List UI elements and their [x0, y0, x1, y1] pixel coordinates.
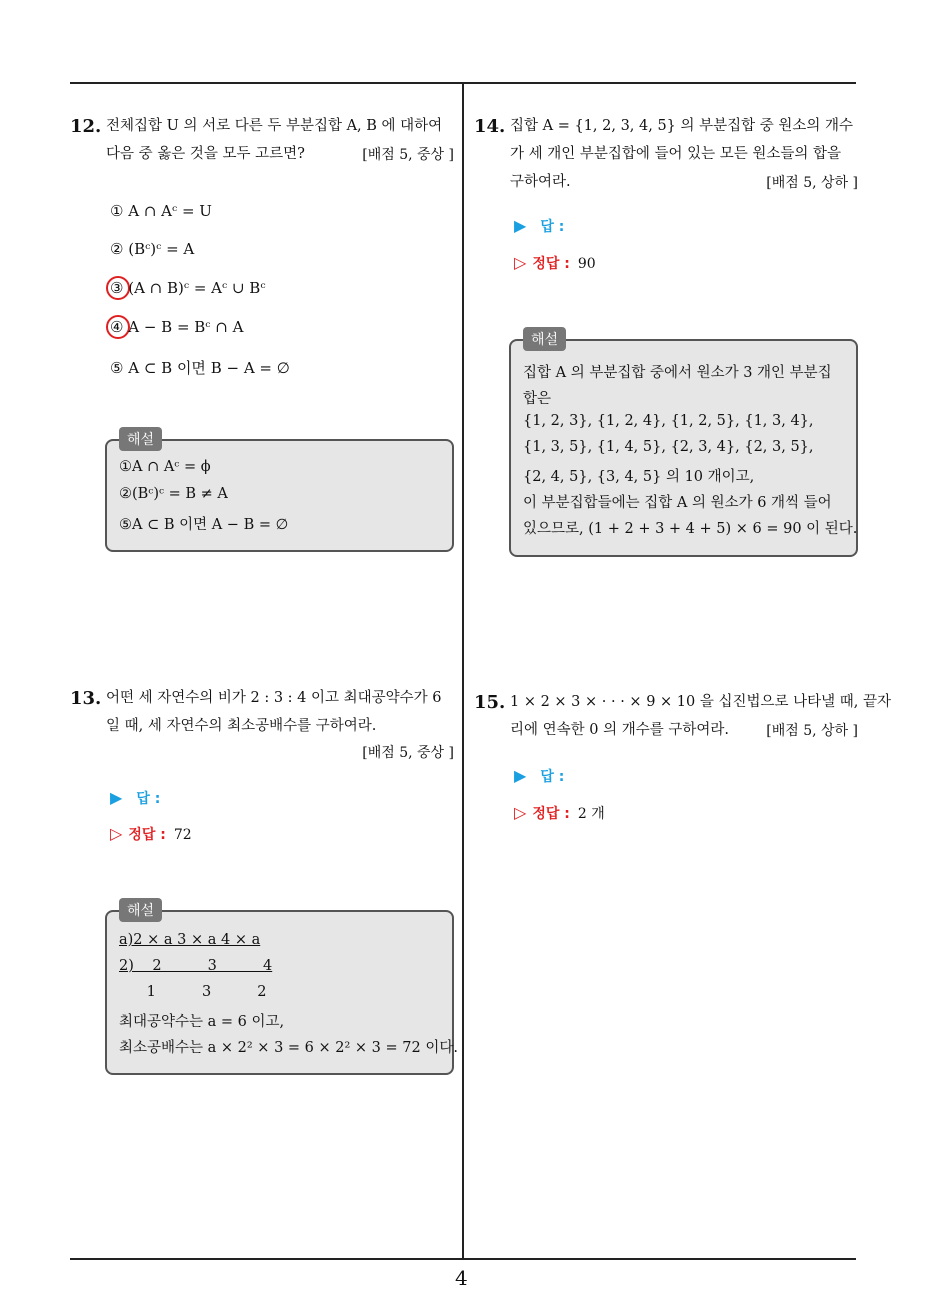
question-line: 1 × 2 × 3 × · · · × 9 × 10 을 십진법으로 나타낼 때, 끝자	[510, 694, 891, 710]
question-line: 가 세 개인 부분집합에 들어 있는 모든 원소들의 합을	[510, 146, 842, 162]
answer-triangle-icon: ▶	[514, 216, 527, 235]
explanation-line: ②(Bᶜ)ᶜ = B ≠ A	[119, 486, 228, 502]
choice-4: ④ A − B = Bᶜ ∩ A	[110, 318, 244, 336]
question-line: 집합 A = {1, 2, 3, 4, 5} 의 부분집합 중 원소의 개수	[510, 118, 854, 134]
explanation-box	[509, 332, 858, 557]
question-line: 전체집합 U 의 서로 다른 두 부분집합 A, B 에 대하여	[106, 118, 443, 134]
correct-value: 2 개	[577, 806, 605, 822]
question-12	[70, 112, 454, 562]
correct-answer-row	[110, 824, 192, 844]
question-number: 15.	[474, 692, 506, 713]
question-number: 12.	[70, 116, 102, 137]
explanation-line: a)2 × a 3 × a 4 × a	[119, 932, 261, 948]
question-line: 구하여라.	[510, 174, 571, 190]
correct-triangle-icon: ▷	[514, 253, 527, 272]
answer-label: 답 :	[540, 769, 565, 785]
explanation-box	[105, 432, 454, 552]
points-label: [배점 5, 상하 ]	[766, 175, 858, 191]
question-line: 어떤 세 자연수의 비가 2 : 3 : 4 이고 최대공약수가 6	[106, 690, 442, 706]
explanation-tag: 해설	[119, 427, 162, 451]
question-line: 다음 중 옳은 것을 모두 고르면?	[106, 146, 305, 162]
question-14	[474, 112, 858, 562]
choice-2: ② (Bᶜ)ᶜ = A	[110, 240, 195, 258]
answer-row	[110, 788, 160, 808]
choice-3: ③ (A ∩ B)ᶜ = Aᶜ ∪ Bᶜ	[110, 279, 266, 297]
answer-triangle-icon: ▶	[110, 788, 123, 807]
explanation-line: 1 3 2	[119, 984, 267, 1000]
correct-triangle-icon: ▷	[110, 824, 123, 843]
correct-value: 90	[577, 256, 596, 272]
question-number: 13.	[70, 688, 102, 709]
explanation-line: {1, 2, 3}, {1, 2, 4}, {1, 2, 5}, {1, 3, 4},	[523, 413, 814, 429]
question-line: 리에 연속한 0 의 개수를 구하여라.	[510, 722, 729, 738]
explanation-tag: 해설	[119, 898, 162, 922]
explanation-line: {2, 4, 5}, {3, 4, 5} 의 10 개이고,	[523, 469, 755, 485]
page-number: 4	[455, 1266, 468, 1290]
answer-triangle-icon: ▶	[514, 766, 527, 785]
explanation-line: 최소공배수는 a × 2² × 3 = 6 × 2² × 3 = 72 이다.	[119, 1040, 458, 1056]
question-number: 14.	[474, 116, 506, 137]
explanation-line: 집합 A 의 부분집합 중에서 원소가 3 개인 부분집	[523, 365, 832, 381]
explanation-tag: 해설	[523, 327, 566, 351]
answer-row	[514, 766, 564, 786]
points-label: [배점 5, 중상 ]	[362, 745, 454, 761]
explanation-line: 2) 2 3 4	[119, 958, 273, 974]
column-divider	[462, 82, 464, 1259]
answer-label: 답 :	[136, 791, 161, 807]
explanation-line: ①A ∩ Aᶜ = ϕ	[119, 459, 211, 475]
question-line: 일 때, 세 자연수의 최소공배수를 구하여라.	[106, 718, 377, 734]
choice-1: ① A ∩ Aᶜ = U	[110, 202, 212, 220]
correct-triangle-icon: ▷	[514, 803, 527, 822]
choice-5: ⑤ A ⊂ B 이면 B − A = ∅	[110, 359, 290, 377]
points-label: [배점 5, 중상 ]	[362, 147, 454, 163]
points-label: [배점 5, 상하 ]	[766, 723, 858, 739]
question-text	[106, 684, 454, 740]
correct-label: 정답 :	[532, 256, 570, 272]
explanation-line: {1, 3, 5}, {1, 4, 5}, {2, 3, 4}, {2, 3, 5},	[523, 439, 814, 455]
question-13	[70, 684, 458, 1084]
explanation-line: 이 부분집합들에는 집합 A 의 원소가 6 개씩 들어	[523, 495, 832, 511]
explanation-box	[105, 903, 458, 1075]
correct-answer-row	[514, 803, 605, 823]
explanation-line: 최대공약수는 a = 6 이고,	[119, 1014, 285, 1030]
correct-label: 정답 :	[532, 806, 570, 822]
explanation-line: 있으므로, (1 + 2 + 3 + 4 + 5) × 6 = 90 이 된다.	[523, 521, 858, 537]
explanation-line: 합은	[523, 391, 552, 407]
correct-value: 72	[173, 827, 192, 843]
correct-label: 정답 :	[128, 827, 166, 843]
answer-row	[514, 216, 564, 236]
question-15	[474, 688, 891, 848]
correct-answer-row	[514, 253, 596, 273]
explanation-line: ⑤A ⊂ B 이면 A − B = ∅	[119, 517, 289, 533]
answer-label: 답 :	[540, 219, 565, 235]
